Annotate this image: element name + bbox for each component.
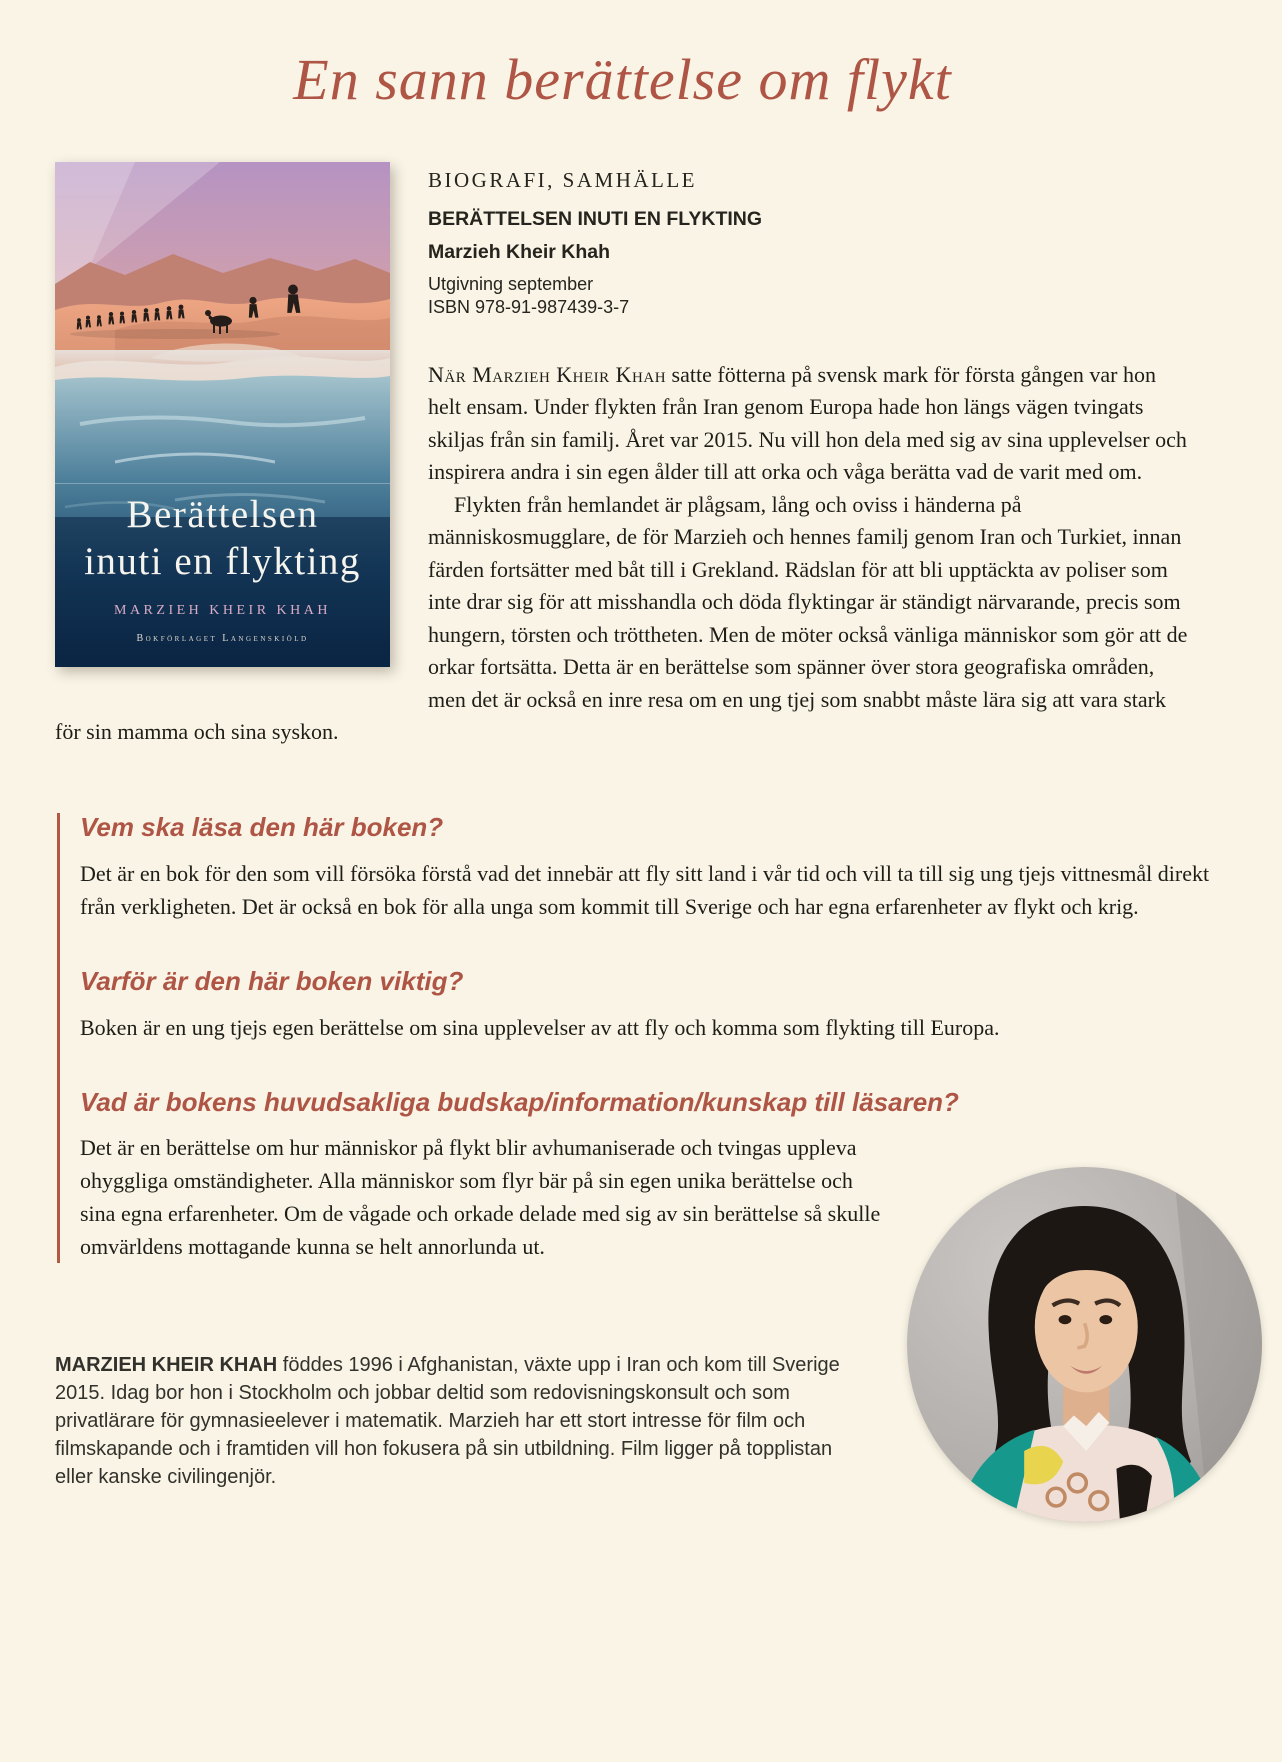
author-bio-name: MARZIEH KHEIR KHAH [55,1354,278,1377]
author-bio-text: föddes 1996 i Afghanistan, växte upp i Iran och kom till Sverige 2015. Idag bor hon i Stockholm och jobbar deltid som redovisningskonsult och som privatlärare för gymnasieelever i matematik. Marzieh har ett stort intresse för film och filmskapande och i framtiden vill hon fokusera på sin utbildning. Film ligger på topplistan eller kanske civilingenjör. [55,1354,840,1489]
cover-title-line1: Berättelsen [126,492,319,536]
cover-publisher: Bokförlaget Langenskiöld [136,632,309,644]
qa-section-why [80,967,1230,1044]
author-portrait-art [907,1167,1262,1522]
book-release: Utgivning september [428,273,594,294]
book-title: BERÄTTELSEN INUTI EN FLYKTING [428,207,763,230]
cover-author: MARZIEH KHEIR KHAH [114,602,331,618]
qa-body-message-text: Det är en berättelse om hur människor på flykt blir avhumaniserade och tvingas uppleva ohyggliga omständigheter. Alla människor som flyr bär på sin egen unika berättelse och sina egna erfarenheter. Om de vågade och orkade delade med sig av sin berättelse så skulle omvärldens mottagande kunna se helt annorlunda ut. [80,1135,881,1260]
intro-lead-smallcaps: När Marzieh Kheir Khah [428,361,667,387]
qa-body-who: Det är en bok för den som vill försöka förstå vad det innebär att fly sitt land i vår tid och vill ta till sig ung tjejs vittnesmål direkt från verkligheten. Det är också en bok för alla unga som kommit till Sverige och har egna erfarenheter av flykt och krig. [80,860,1210,919]
qa-heading-why: Varför är den här boken viktig? [80,965,464,996]
qa-section-who [80,813,1230,923]
qa-section-message [80,1088,1230,1264]
qa-body-message [80,1131,1230,1263]
book-isbn: ISBN 978-91-987439-3-7 [428,296,630,317]
qa-heading-message: Vad är bokens huvudsakliga budskap/information/kunskap till läsaren? [80,1086,959,1117]
book-categories: BIOGRAFI, SAMHÄLLE [428,167,698,192]
cover-title-line2: inuti en flykting [84,539,361,583]
qa-sections [57,813,1230,1264]
book-author: Marzieh Kheir Khah [428,240,611,263]
intro-paragraph-2: Flykten från hemlandet är plågsam, lång och oviss i händerna på människosmugglare, de för Marzieh och hennes familj genom Iran och Turkiet, innan färden fortsätter med båt till i Grekland. Rädslan för att bli upptäckta av poliser som inte drar sig för att misshandla och döda flyktingar är ständigt närvarande, precis som hungern, törsten och tröttheten. Men de möter också vänliga människor som gör att de orkar fortsätta. Detta är en berättelse som spänner över stora geografiska områden, men det är också en inre resa om en ung tjej som snabbt måste lära sig att vara stark för sin mamma och sina syskon. [55,491,1188,745]
page-title: En sann berättelse om flykt [293,47,952,112]
qa-heading-who: Vem ska läsa den här boken? [80,811,444,842]
author-photo [907,1167,1262,1522]
book-cover [55,162,390,667]
author-bio [55,1351,845,1491]
intro-paragraph-1-rest: satte fötterna på svensk mark för första gången var hon helt ensam. Under flykten från Iran genom Europa hade hon längs vägen tvingats skiljas från sin familj. Året var 2015. Nu vill hon dela med sig av sina upplevelser och inspirera andra i sin egen ålder till att orka och våga berätta vad de varit med om. [428,361,1187,485]
book-cover-art [55,162,390,667]
qa-body-why: Boken är en ung tjejs egen berättelse om sina upplevelser av att fly och komma som flykting till Europa. [80,1014,1000,1040]
